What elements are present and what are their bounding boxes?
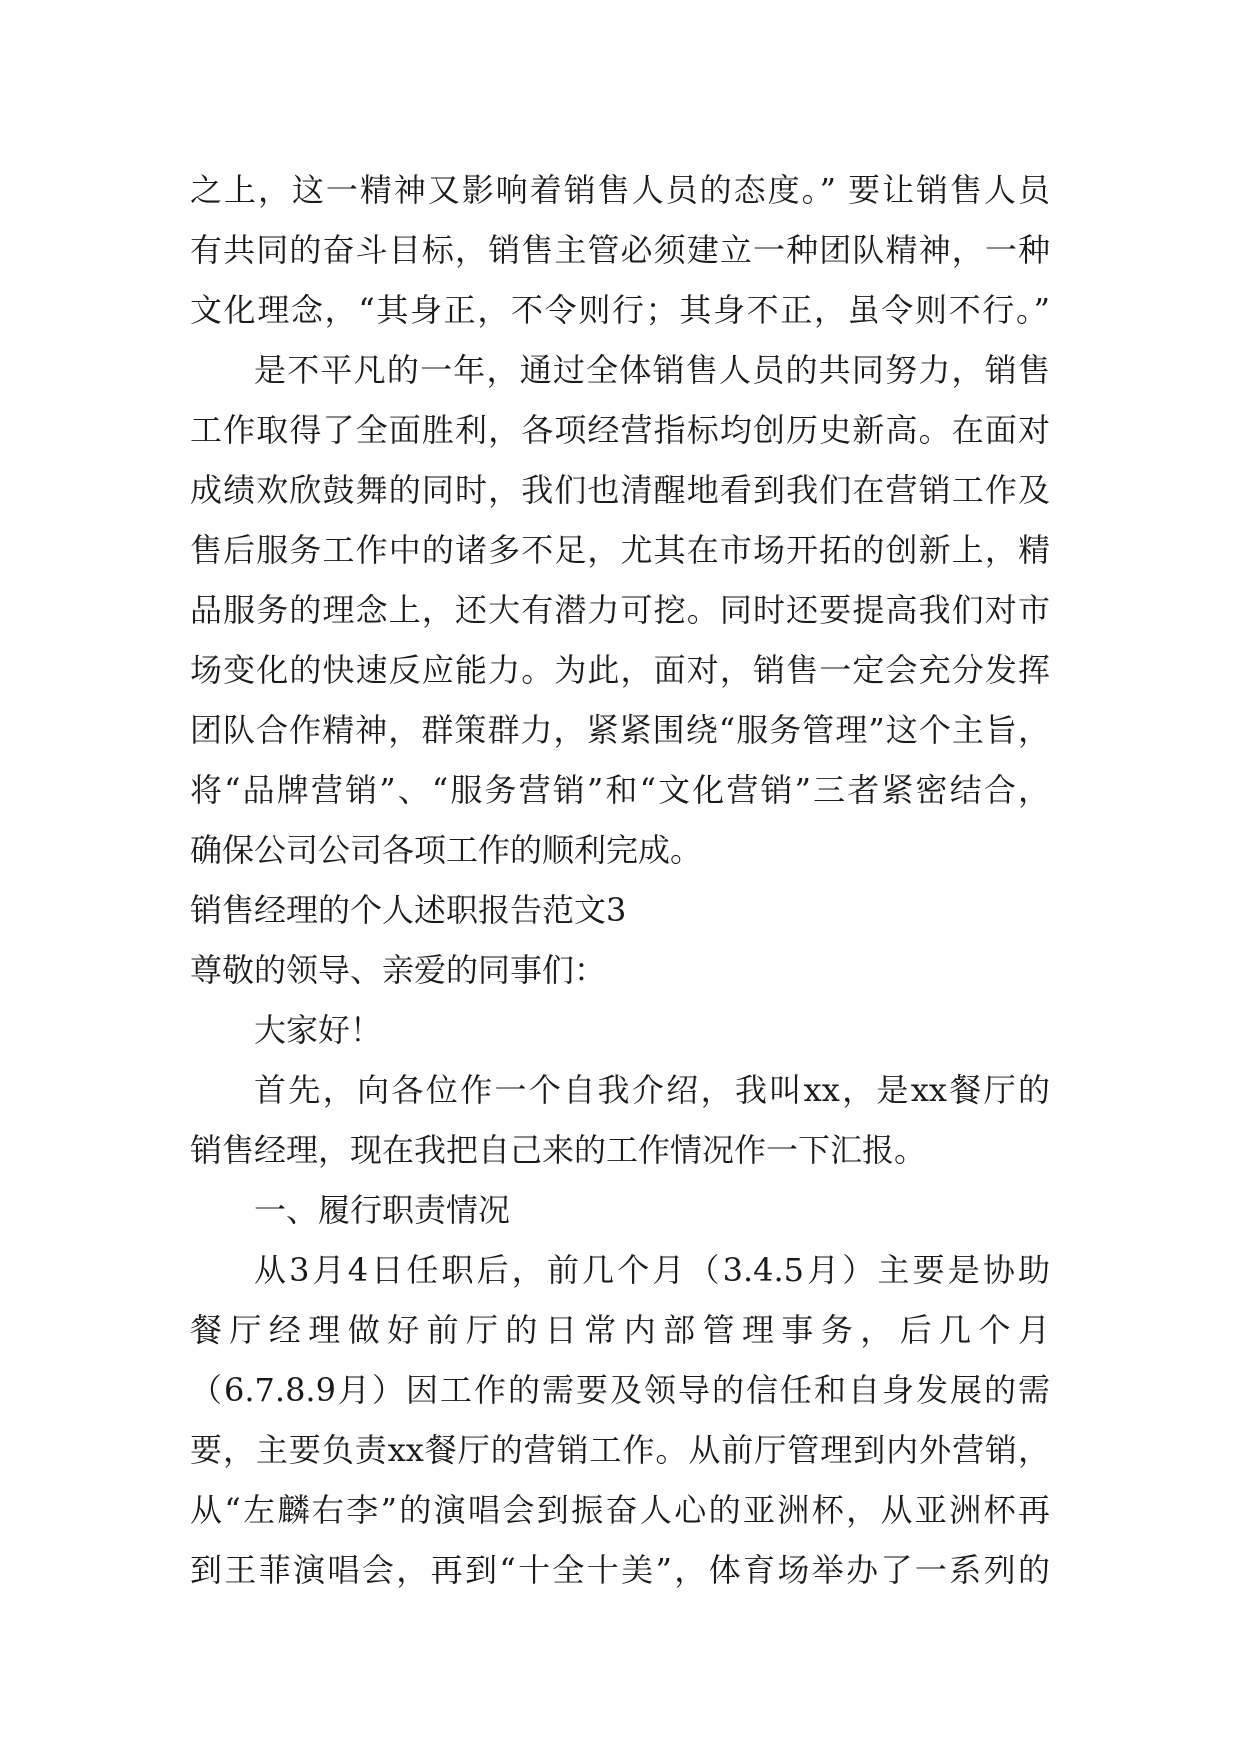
text-line: 大家好！ bbox=[254, 1011, 383, 1049]
text-line: 销售经理的个人述职报告范文3 bbox=[190, 891, 627, 929]
text-line: 一、履行职责情况 bbox=[254, 1191, 511, 1229]
text-line: 尊敬的领导、亲爱的同事们： bbox=[190, 951, 607, 989]
text-line: 售后服务工作中的诸多不足，尤其在市场开拓的创新上，精 bbox=[190, 531, 1050, 569]
text-line: 成绩欢欣鼓舞的同时，我们也清醒地看到我们在营销工作及 bbox=[190, 471, 1050, 509]
text-line: 确保公司公司各项工作的顺利完成。 bbox=[190, 831, 703, 869]
text-line: 要，主要负责xx餐厅的营销工作。从前厅管理到内外营销， bbox=[190, 1431, 1050, 1469]
text-line: 销售经理，现在我把自己来的工作情况作一下汇报。 bbox=[190, 1131, 927, 1169]
text-line: （6.7.8.9月）因工作的需要及领导的信任和自身发展的需 bbox=[190, 1371, 1050, 1409]
document-page bbox=[190, 160, 1050, 1600]
text-line: 有共同的奋斗目标，销售主管必须建立一种团队精神，一种 bbox=[190, 231, 1050, 269]
text-line: 到王菲演唱会，再到“十全十美”，体育场举办了一系列的 bbox=[190, 1551, 1050, 1589]
text-line: 从3月4日任职后，前几个月（3.4.5月）主要是协助 bbox=[254, 1251, 1050, 1289]
text-line: 团队合作精神，群策群力，紧紧围绕“服务管理”这个主旨， bbox=[190, 711, 1050, 749]
text-line: 从“左麟右李”的演唱会到振奋人心的亚洲杯，从亚洲杯再 bbox=[190, 1491, 1050, 1529]
text-line: 将“品牌营销”、“服务营销”和“文化营销”三者紧密结合， bbox=[190, 771, 1050, 809]
text-line: 之上，这一精神又影响着销售人员的态度。” 要让销售人员 bbox=[190, 171, 1050, 209]
text-line: 餐厅经理做好前厅的日常内部管理事务，后几个月 bbox=[190, 1311, 1050, 1349]
text-line: 工作取得了全面胜利，各项经营指标均创历史新高。在面对 bbox=[190, 411, 1050, 449]
text-line: 首先，向各位作一个自我介绍，我叫xx，是xx餐厅的 bbox=[254, 1071, 1050, 1109]
text-line: 场变化的快速反应能力。为此，面对，销售一定会充分发挥 bbox=[190, 651, 1050, 689]
text-line: 是不平凡的一年，通过全体销售人员的共同努力，销售 bbox=[254, 351, 1050, 389]
text-line: 品服务的理念上，还大有潜力可挖。同时还要提高我们对市 bbox=[190, 591, 1050, 629]
text-line: 文化理念，“其身正，不令则行；其身不正，虽令则不行。” bbox=[190, 291, 1050, 329]
